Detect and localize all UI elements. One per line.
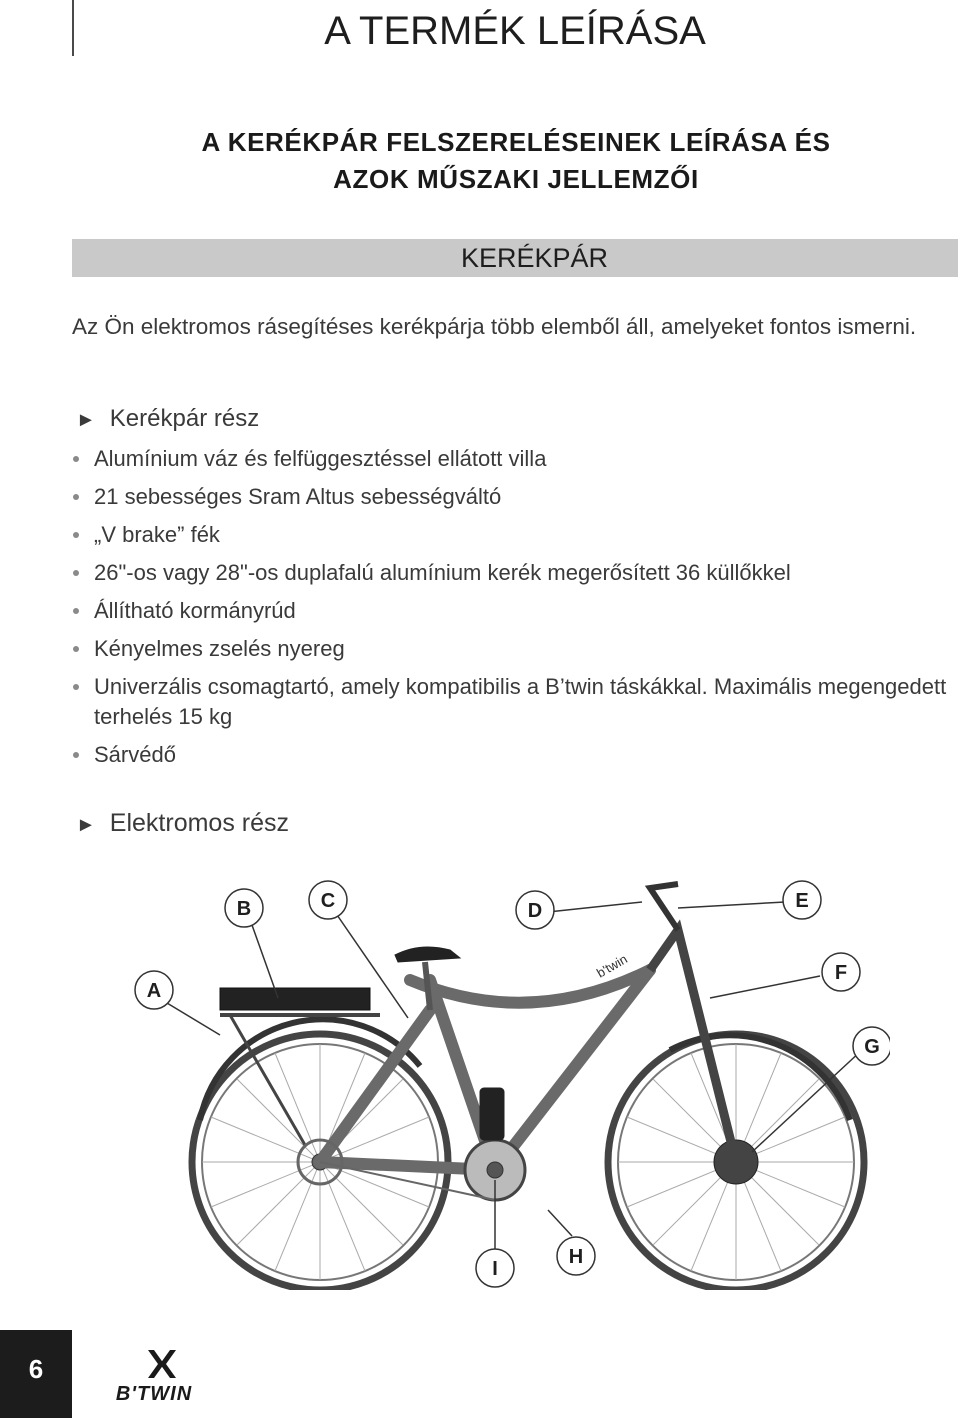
list-item xyxy=(72,482,960,512)
electric-section-heading-text: Elektromos rész xyxy=(109,809,290,837)
bicycle-drawing xyxy=(192,884,864,1290)
callout-c xyxy=(309,881,347,919)
handlebar xyxy=(650,884,678,930)
callout-e xyxy=(783,881,821,919)
seat-post xyxy=(425,962,430,1010)
list-item-text: Alumínium váz és felfüggesztéssel ellátott villa xyxy=(94,446,547,471)
list-item xyxy=(72,444,960,474)
callout-d xyxy=(516,891,554,929)
bullet-icon xyxy=(73,608,79,614)
list-item-text: Állítható kormányrúd xyxy=(94,598,296,623)
callout-c-label: C xyxy=(320,890,336,912)
callout-a xyxy=(135,971,173,1009)
bicycle-section-heading xyxy=(76,404,259,435)
list-item xyxy=(72,520,960,550)
callout-h-label: H xyxy=(568,1246,584,1268)
list-item-text: 26"-os vagy 28"-os duplafalú alumínium kerék megerősített 36 küllőkkel xyxy=(94,560,791,585)
saddle xyxy=(395,947,460,962)
callout-b xyxy=(225,889,263,927)
list-item-text: Univerzális csomagtartó, amely kompatibilis a B’twin táskákkal. Maximális megengedett terhelés 15 kg xyxy=(94,674,947,729)
list-item xyxy=(72,634,960,664)
triangle-bullet-icon: ► xyxy=(76,409,96,431)
callout-e-label: E xyxy=(795,890,809,912)
callout-i xyxy=(476,1249,514,1287)
list-item-text: Kényelmes zselés nyereg xyxy=(94,636,345,661)
page-title: A TERMÉK LEÍRÁSA xyxy=(324,9,706,53)
bullet-icon xyxy=(73,684,79,690)
leader-d xyxy=(548,902,642,912)
section-heading-line2: AZOK MŰSZAKI JELLEMZŐI xyxy=(333,164,699,194)
leader-e xyxy=(678,902,785,908)
bullet-icon xyxy=(73,494,79,500)
leader-f xyxy=(710,976,820,998)
bicycle-section-heading-text: Kerékpár rész xyxy=(109,405,260,432)
front-fender xyxy=(670,1035,850,1120)
callout-f-label: F xyxy=(834,962,848,984)
callout-d-label: D xyxy=(527,900,543,922)
battery xyxy=(220,988,370,1010)
list-item-text: „V brake” fék xyxy=(94,522,220,547)
callout-b-label: B xyxy=(236,898,252,920)
frame-brand-text: b'twin xyxy=(594,951,630,981)
bullet-icon xyxy=(73,752,79,758)
leader-h xyxy=(548,1210,572,1236)
callout-a-label: A xyxy=(146,980,162,1002)
callout-g xyxy=(853,1027,890,1065)
callout-h xyxy=(557,1237,595,1275)
section-heading xyxy=(72,124,960,198)
callout-i-label: I xyxy=(492,1258,498,1280)
page-number-box xyxy=(0,1330,72,1418)
motor-controller xyxy=(480,1088,504,1140)
crank-axle xyxy=(487,1162,503,1178)
electric-section-heading xyxy=(76,808,289,840)
bullet-icon xyxy=(73,570,79,576)
intro-paragraph: Az Ön elektromos rásegítéses kerékpárja több elemből áll, amelyeket fontos ismerni. xyxy=(72,314,917,339)
btwin-logo xyxy=(86,1346,226,1406)
list-item xyxy=(72,672,960,732)
leader-b xyxy=(252,925,278,998)
front-fork xyxy=(650,930,736,1162)
list-item xyxy=(72,740,960,770)
page-number: 6 xyxy=(28,1354,44,1384)
list-item-text: Sárvédő xyxy=(94,742,176,767)
bicycle-feature-list xyxy=(72,444,960,778)
category-bar xyxy=(72,239,958,277)
bullet-icon xyxy=(73,646,79,652)
list-item-text: 21 sebességes Sram Altus sebességváltó xyxy=(94,484,502,509)
category-bar-title: KERÉKPÁR xyxy=(460,243,609,273)
bullet-icon xyxy=(73,456,79,462)
bicycle-illustration xyxy=(130,870,890,1290)
btwin-x-mark-icon xyxy=(148,1350,176,1378)
triangle-bullet-icon: ► xyxy=(76,814,96,836)
callout-leaders xyxy=(162,902,862,1250)
list-item xyxy=(72,558,960,588)
section-heading-line1: A KERÉKPÁR FELSZERELÉSEINEK LEÍRÁSA ÉS xyxy=(201,127,831,157)
bullet-icon xyxy=(73,532,79,538)
list-item xyxy=(72,596,960,626)
callout-g-label: G xyxy=(864,1036,880,1058)
callout-f xyxy=(822,953,860,991)
btwin-logo-text: B'TWIN xyxy=(115,1383,193,1405)
leader-a xyxy=(162,1000,220,1035)
